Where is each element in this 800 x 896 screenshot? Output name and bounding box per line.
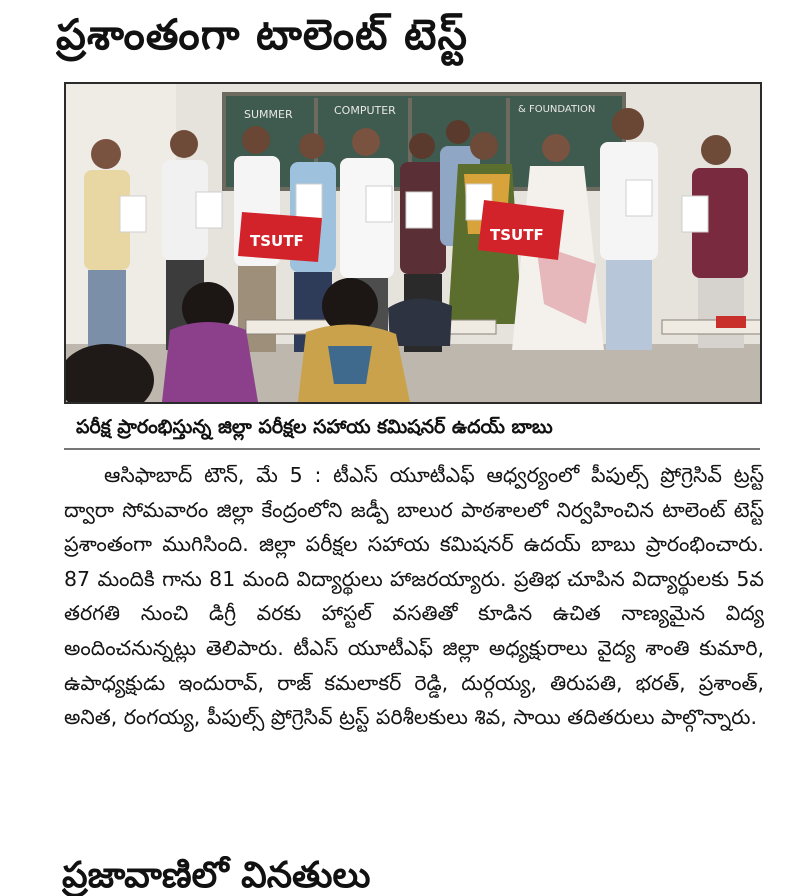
board-text-2: COMPUTER xyxy=(334,104,396,117)
news-photo xyxy=(64,82,762,404)
svg-text:TSUTF: TSUTF xyxy=(250,232,304,250)
photo-caption: పరీక్ష ప్రారంభిస్తున్న జిల్లా పరీక్షల సహాయ కమిషనర్ ఉదయ్ బాబు xyxy=(76,416,553,438)
tsutf-banner-left xyxy=(238,212,322,262)
caption-divider xyxy=(64,448,760,450)
board-text-1: SUMMER xyxy=(244,108,293,121)
article-body-text: ఆసిఫాబాద్ టౌన్, మే 5 : టీఎస్ యూటీఎఫ్ ఆధ్వర్యంలో పీపుల్స్ ప్రోగ్రెసివ్ ట్రస్ట్ ద్వారా సోమవారం జిల్లా కేంద్రంలోని జడ్పీ బాలుర పాఠశాలలో నిర్వహించిన టాలెంట్ టెస్ట్ ప్రశాంతంగా ముగిసింది. జిల్లా పరీక్షల సహాయ కమిషనర్ ఉదయ్ బాబు ప్రారంభించారు. 87 మందికి గాను 81 మంది విద్యార్థులు హాజరయ్యారు. ప్రతిభ చూపిన విద్యార్థులకు 5వ తరగతి నుంచి డిగ్రీ వరకు హాస్టల్ వసతితో కూడిన ఉచిత నాణ్యమైన విద్య అందించనున్నట్లు తెలిపారు. టీఎస్ యూటీఎఫ్ జిల్లా అధ్యక్షురాలు వైద్య శాంతి కుమారి, ఉపాధ్యక్షుడు ఇందురావ్, రాజ్ కమలాకర్ రెడ్డి, దుర్గయ్య, తిరుపతి, భరత్, ప్రశాంత్, అనిత, రంగయ్య, పీపుల్స్ ప్రోగ్రెసివ్ ట్రస్ట్ పరిశీలకులు శివ, సాయి తదితరులు పాల్గొన్నారు. xyxy=(64,463,764,730)
next-article-headline: ప్రజావాణిలో వినతులు xyxy=(62,856,371,896)
tsutf-banner-right xyxy=(478,200,564,260)
svg-text:TSUTF: TSUTF xyxy=(490,226,544,244)
article-body xyxy=(64,458,764,844)
board-text-3: & FOUNDATION xyxy=(518,104,596,115)
headline: ప్రశాంతంగా టాలెంట్ టెస్ట్ xyxy=(56,10,468,59)
